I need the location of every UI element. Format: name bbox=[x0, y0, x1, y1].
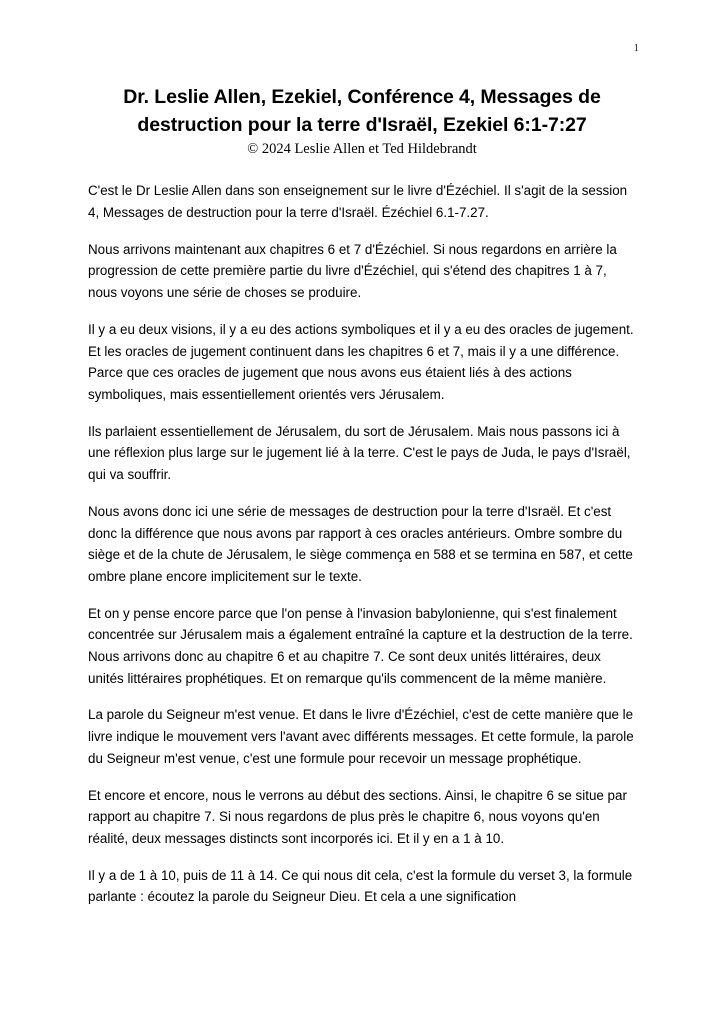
paragraph: Il y a de 1 à 10, puis de 11 à 14. Ce qui nous dit cela, c'est la formule du verset 3, la formule parlante : écoutez la parole du Seigneur Dieu. Et cela a une signification bbox=[88, 867, 633, 905]
page-title: Dr. Leslie Allen, Ezekiel, Conférence 4, Messages de destruction pour la terre d'Israël, Ezekiel 6:1-7:27 bbox=[123, 86, 601, 136]
paragraph: Et encore et encore, nous le verrons au début des sections. Ainsi, le chapitre 6 se situe par rapport au chapitre 7. Si nous regardons de plus près le chapitre 6, nous voyons qu'en réalité, deux messages distincts sont incorporés ici. Et il y en a 1 à 10. bbox=[88, 787, 627, 846]
page-number: 1 bbox=[633, 42, 639, 54]
paragraph: Ils parlaient essentiellement de Jérusalem, du sort de Jérusalem. Mais nous passons ici à une réflexion plus large sur le jugement lié à la terre. C'est le pays de Juda, le pays d'Israël, qui va souffrir. bbox=[88, 423, 631, 483]
copyright-line: © 2024 Leslie Allen et Ted Hildebrandt bbox=[247, 141, 477, 158]
paragraph: Nous arrivons maintenant aux chapitres 6 et 7 d'Ézéchiel. Si nous regardons en arrière la progression de cette première partie du livre d'Ézéchiel, qui s'étend des chapitres 1 à 7, nous voyons une série de choses se produire. bbox=[88, 241, 617, 301]
paragraph: Nous avons donc ici une série de messages de destruction pour la terre d'Israël. Et c'est donc la différence que nous avons par rapport à ces oracles antérieurs. Ombre sombre du siège et de la chute de Jérusalem, le siège commença en 588 et se termina en 587, et cette ombre plane encore implicitement sur le texte. bbox=[88, 503, 633, 584]
document-content bbox=[88, 84, 636, 908]
paragraph: C'est le Dr Leslie Allen dans son enseignement sur le livre d'Ézéchiel. Il s'agit de la session 4, Messages de destruction pour la terre d'Israël. Ézéchiel 6.1-7.27. bbox=[88, 183, 628, 221]
paragraph: La parole du Seigneur m'est venue. Et dans le livre d'Ézéchiel, c'est de cette manière que le livre indique le mouvement vers l'avant avec différents messages. Et cette formule, la parole du Seigneur m'est venue, c'est une formule pour recevoir un message prophétique. bbox=[88, 707, 634, 766]
body-text bbox=[88, 180, 636, 908]
paragraph: Il y a eu deux visions, il y a eu des actions symboliques et il y a eu des oracles de jugement. Et les oracles de jugement continuent dans les chapitres 6 et 7, mais il y a une différence. Parce que ces oracles de jugement que nous avons eus étaient liés à des actions symboliques, mais essentiellement orientés vers Jérusalem. bbox=[88, 321, 634, 402]
paragraph: Et on y pense encore parce que l'on pense à l'invasion babylonienne, qui s'est finalement concentrée sur Jérusalem mais a également entraîné la capture et la destruction de la terre. Nous arrivons donc au chapitre 6 et au chapitre 7. Ce sont deux unités littéraires, deux unités littéraires prophétiques. Et on remarque qu'ils commencent de la même manière. bbox=[88, 605, 633, 686]
